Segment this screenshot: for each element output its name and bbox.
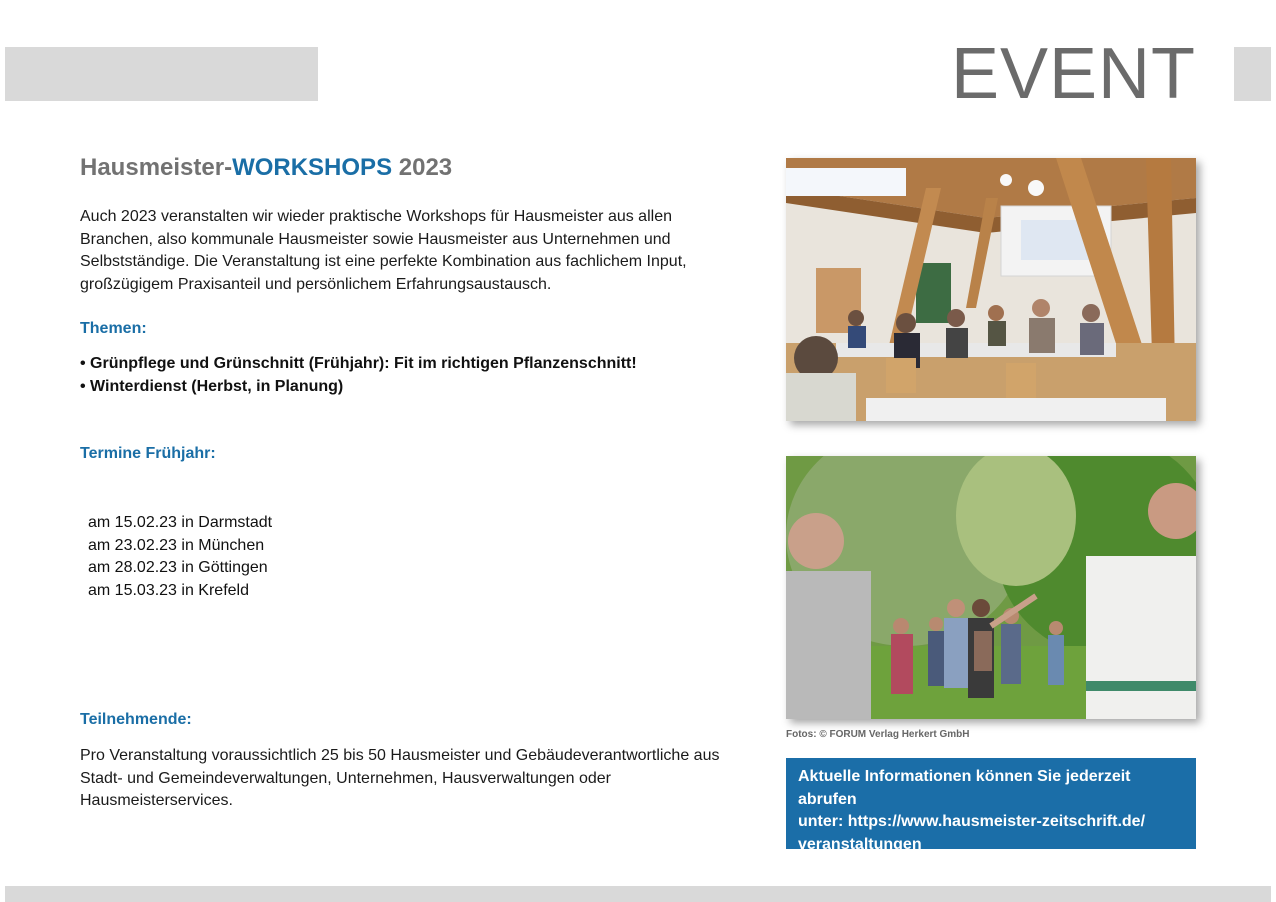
date-item: am 28.02.23 in Göttingen xyxy=(88,559,268,576)
section-label: EVENT xyxy=(950,34,1196,114)
header-gray-bar-left xyxy=(5,47,318,101)
topics-list xyxy=(80,352,637,398)
date-item: am 23.02.23 in München xyxy=(88,536,265,554)
info-line: Aktuelle Informationen können Sie jederzeit abrufen xyxy=(798,768,1131,808)
topics-heading: Themen: xyxy=(80,320,147,337)
workshop-room-photo xyxy=(786,158,1196,421)
topic-item: • Grünpflege und Grünschnitt (Frühjahr): Fit im richtigen Pflanzenschnitt! xyxy=(80,355,637,372)
topic-item: • Winterdienst (Herbst, in Planung) xyxy=(80,378,344,395)
intro-paragraph: Auch 2023 veranstalten wir wieder praktische Workshops für Hausmeister aus allen Branchen, also kommunale Hausmeister sowie Hausmeister aus Unternehmen und Selbstständige. Die Veranstaltung ist eine perfekte Kombination aus fachlichem Input, großzügigem Praxisanteil und persönlichem Erfahrungsaustausch. xyxy=(80,208,687,293)
article-title xyxy=(80,154,452,182)
dates-list xyxy=(88,512,272,602)
date-item: am 15.02.23 in Darmstadt xyxy=(88,514,273,531)
info-box xyxy=(786,758,1196,853)
info-link-line[interactable]: veranstaltungen xyxy=(798,835,922,853)
participants-heading: Teilnehmende: xyxy=(80,711,192,728)
title-prefix: Hausmeister- xyxy=(80,154,233,181)
title-suffix: 2023 xyxy=(392,154,453,181)
footer-gray-bar xyxy=(5,886,1271,902)
dates-heading: Termine Frühjahr: xyxy=(80,445,216,462)
photo-credit: Fotos: © FORUM Verlag Herkert GmbH xyxy=(786,729,970,740)
info-link-line[interactable]: unter: https://www.hausmeister-zeitschrift.de/ xyxy=(798,813,1146,830)
outdoor-training-photo xyxy=(786,456,1196,719)
header-gray-bar-right xyxy=(1234,47,1271,101)
title-accent: WORKSHOPS xyxy=(232,154,393,181)
participants-paragraph: Pro Veranstaltung voraussichtlich 25 bis 50 Hausmeister und Gebäudeverantwortliche aus Stadt- und Gemeindeverwaltungen, Unternehmen, Hausverwaltungen oder Hausmeisterservices. xyxy=(80,747,720,809)
date-item: am 15.03.23 in Krefeld xyxy=(88,581,249,599)
